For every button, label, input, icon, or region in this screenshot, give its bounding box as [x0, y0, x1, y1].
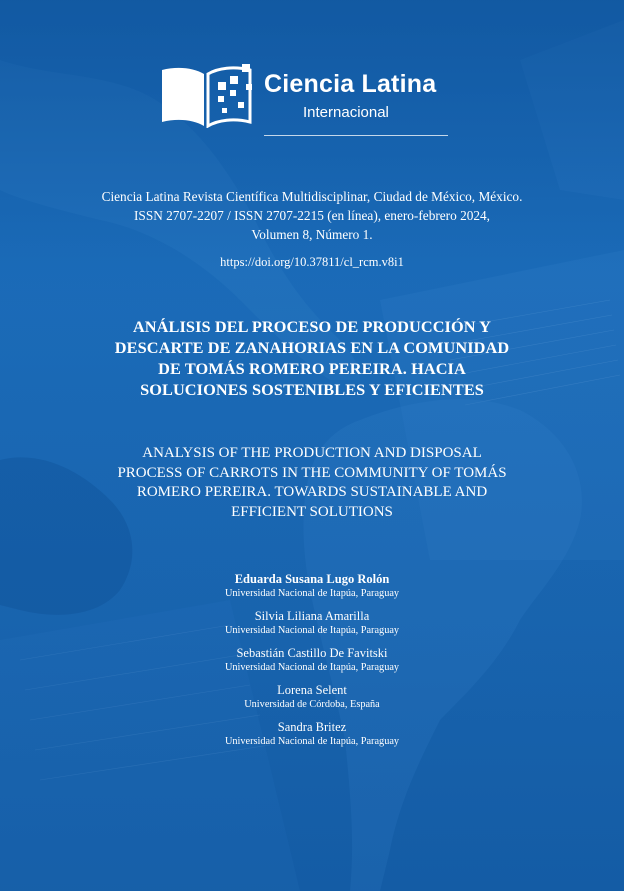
journal-logo: [160, 62, 460, 142]
title-english-line4: EFFICIENT SOLUTIONS: [231, 503, 393, 520]
journal-info-line3: Volumen 8, Número 1.: [251, 227, 373, 242]
brand-name: Ciencia Latina: [264, 70, 437, 98]
journal-info: [0, 187, 624, 244]
title-spanish: [60, 316, 564, 400]
author-name: Sebastián Castillo De Favitski: [236, 646, 388, 660]
author-affiliation: Universidad Nacional de Itapúa, Paraguay: [224, 588, 400, 599]
author-item: [0, 720, 624, 748]
title-spanish-line4: SOLUCIONES SOSTENIBLES Y EFICIENTES: [140, 380, 484, 399]
author-item: [0, 646, 624, 674]
author-item: [0, 683, 624, 711]
journal-info-line2: ISSN 2707-2207 / ISSN 2707-2215 (en línea), enero-febrero 2024,: [134, 208, 490, 223]
author-item: [0, 572, 624, 600]
author-list: [0, 572, 624, 757]
brand-subtitle: Internacional: [303, 104, 389, 121]
title-english-line3: ROMERO PEREIRA. TOWARDS SUSTAINABLE AND: [136, 484, 488, 500]
title-english: [60, 444, 564, 522]
logo-divider: [264, 135, 448, 136]
author-name: Lorena Selent: [277, 683, 347, 697]
open-book-pixel-icon: [160, 62, 256, 128]
author-affiliation: Universidad Nacional de Itapúa, Paraguay: [224, 736, 400, 747]
title-spanish-line3: DE TOMÁS ROMERO PEREIRA. HACIA: [158, 359, 466, 378]
author-name: Eduarda Susana Lugo Rolón: [234, 572, 390, 586]
doi-link[interactable]: https://doi.org/10.37811/cl_rcm.v8i1: [220, 255, 404, 269]
author-name: Silvia Liliana Amarilla: [254, 609, 370, 623]
title-spanish-line1: ANÁLISIS DEL PROCESO DE PRODUCCIÓN Y: [132, 317, 492, 336]
journal-info-line1: Ciencia Latina Revista Científica Multidisciplinar, Ciudad de México, México.: [101, 189, 523, 204]
author-affiliation: Universidad Nacional de Itapúa, Paraguay: [224, 625, 400, 636]
title-english-line1: ANALYSIS OF THE PRODUCTION AND DISPOSAL: [142, 445, 482, 461]
author-item: [0, 609, 624, 637]
author-affiliation: Universidad Nacional de Itapúa, Paraguay: [224, 662, 400, 673]
author-name: Sandra Britez: [277, 720, 347, 734]
author-affiliation: Universidad de Córdoba, España: [244, 699, 380, 710]
title-spanish-line2: DESCARTE DE ZANAHORIAS EN LA COMUNIDAD: [114, 338, 510, 357]
title-english-line2: PROCESS OF CARROTS IN THE COMMUNITY OF TOMÁS: [117, 464, 507, 481]
